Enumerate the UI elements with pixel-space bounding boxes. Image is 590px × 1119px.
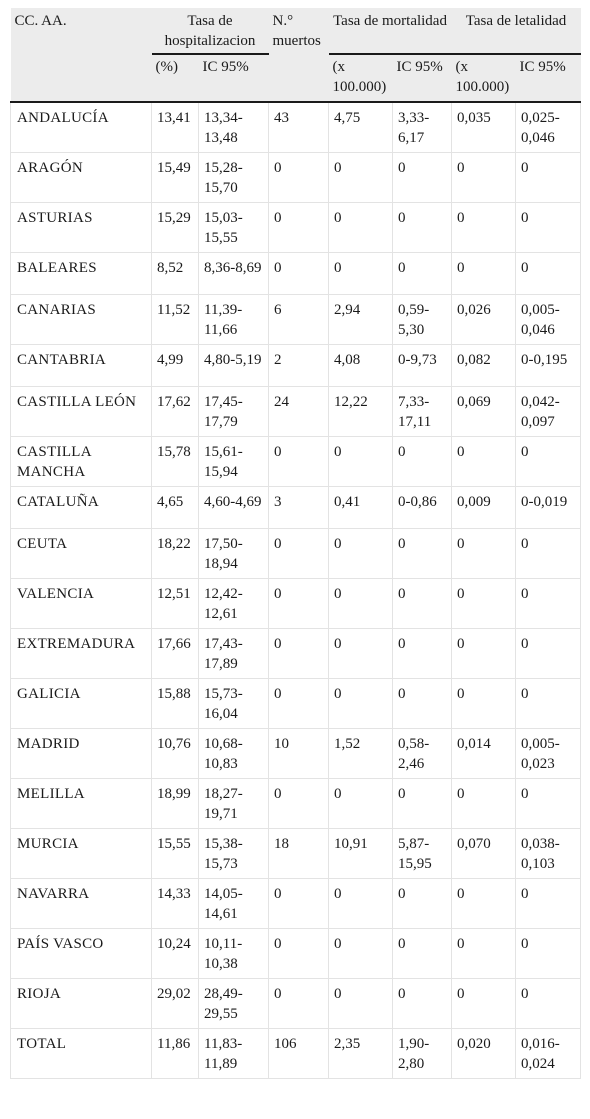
table-row [11,729,581,779]
header-hosp-ci: IC 95% [199,54,269,102]
deaths-cell: 0 [269,629,329,679]
mortality-ci-cell: 0,59-5,30 [393,295,452,345]
lethality-rate-cell: 0 [452,629,516,679]
mortality-ci-cell: 0 [393,679,452,729]
mortality-ci-cell: 0-9,73 [393,345,452,387]
mortality-ci-cell: 5,87-15,95 [393,829,452,879]
hospitalization-rate-cell: 4,99 [152,345,199,387]
mortality-rate-cell: 0,41 [329,487,393,529]
header-deaths: N.° muertos [269,8,329,102]
table-row [11,979,581,1029]
hospitalization-rate-cell: 10,24 [152,929,199,979]
lethality-rate-cell: 0,014 [452,729,516,779]
lethality-rate-cell: 0,026 [452,295,516,345]
hospitalization-ci-cell: 15,38-15,73 [199,829,269,879]
lethality-rate-cell: 0 [452,929,516,979]
lethality-ci-cell: 0,038-0,103 [516,829,581,879]
mortality-rate-cell: 10,91 [329,829,393,879]
region-cell: CEUTA [11,529,152,579]
hospitalization-ci-cell: 14,05-14,61 [199,879,269,929]
lethality-rate-cell: 0,009 [452,487,516,529]
region-cell: VALENCIA [11,579,152,629]
table-row [11,829,581,879]
mortality-ci-cell: 3,33-6,17 [393,102,452,153]
mortality-ci-cell: 0 [393,203,452,253]
hospitalization-rate-cell: 15,55 [152,829,199,879]
lethality-ci-cell: 0,025-0,046 [516,102,581,153]
region-cell: CATALUÑA [11,487,152,529]
hospitalization-ci-cell: 12,42-12,61 [199,579,269,629]
lethality-ci-cell: 0 [516,529,581,579]
header-row-1 [11,8,581,54]
mortality-ci-cell: 0 [393,579,452,629]
mortality-rate-cell: 0 [329,929,393,979]
mortality-rate-cell: 0 [329,879,393,929]
region-cell: MELILLA [11,779,152,829]
hospitalization-ci-cell: 18,27-19,71 [199,779,269,829]
lethality-rate-cell: 0 [452,879,516,929]
mortality-rate-cell: 0 [329,629,393,679]
table-row [11,437,581,487]
table-row [11,295,581,345]
region-cell: GALICIA [11,679,152,729]
mortality-rate-cell: 1,52 [329,729,393,779]
mortality-rate-cell: 0 [329,779,393,829]
mortality-rate-cell: 0 [329,529,393,579]
hospitalization-ci-cell: 8,36-8,69 [199,253,269,295]
hospitalization-rate-cell: 10,76 [152,729,199,779]
mortality-ci-cell: 0 [393,879,452,929]
deaths-cell: 106 [269,1029,329,1079]
region-cell: NAVARRA [11,879,152,929]
lethality-ci-cell: 0 [516,679,581,729]
hospitalization-rate-cell: 17,66 [152,629,199,679]
mortality-rate-cell: 2,94 [329,295,393,345]
mortality-rate-cell: 0 [329,679,393,729]
lethality-rate-cell: 0 [452,979,516,1029]
lethality-rate-cell: 0 [452,153,516,203]
hospitalization-rate-cell: 17,62 [152,387,199,437]
data-table [10,8,581,1079]
region-cell: CASTILLA MANCHA [11,437,152,487]
table-row [11,153,581,203]
mortality-ci-cell: 0 [393,979,452,1029]
hospitalization-ci-cell: 17,43-17,89 [199,629,269,679]
table-row [11,529,581,579]
table-row [11,253,581,295]
hospitalization-rate-cell: 11,52 [152,295,199,345]
lethality-ci-cell: 0 [516,979,581,1029]
deaths-cell: 10 [269,729,329,779]
mortality-rate-cell: 0 [329,203,393,253]
hospitalization-ci-cell: 13,34-13,48 [199,102,269,153]
hospitalization-rate-cell: 13,41 [152,102,199,153]
mortality-ci-cell: 0-0,86 [393,487,452,529]
table-row [11,102,581,153]
region-cell: TOTAL [11,1029,152,1079]
hospitalization-rate-cell: 11,86 [152,1029,199,1079]
deaths-cell: 0 [269,879,329,929]
mortality-rate-cell: 0 [329,579,393,629]
table-row [11,929,581,979]
region-cell: ASTURIAS [11,203,152,253]
hospitalization-ci-cell: 15,03-15,55 [199,203,269,253]
hospitalization-rate-cell: 15,49 [152,153,199,203]
deaths-cell: 0 [269,529,329,579]
mortality-rate-cell: 4,75 [329,102,393,153]
lethality-rate-cell: 0,070 [452,829,516,879]
table-row [11,629,581,679]
hospitalization-ci-cell: 15,73-16,04 [199,679,269,729]
hospitalization-rate-cell: 4,65 [152,487,199,529]
lethality-rate-cell: 0 [452,579,516,629]
hospitalization-ci-cell: 28,49-29,55 [199,979,269,1029]
lethality-ci-cell: 0,005-0,046 [516,295,581,345]
mortality-ci-cell: 0 [393,437,452,487]
hospitalization-ci-cell: 11,39-11,66 [199,295,269,345]
deaths-cell: 3 [269,487,329,529]
lethality-rate-cell: 0 [452,679,516,729]
table-row [11,879,581,929]
lethality-ci-cell: 0 [516,153,581,203]
hospitalization-rate-cell: 12,51 [152,579,199,629]
deaths-cell: 0 [269,679,329,729]
table-row [11,487,581,529]
deaths-cell: 0 [269,579,329,629]
lethality-rate-cell: 0,082 [452,345,516,387]
region-cell: BALEARES [11,253,152,295]
header-leth-ci: IC 95% [516,54,581,102]
region-cell: RIOJA [11,979,152,1029]
mortality-ci-cell: 0 [393,779,452,829]
lethality-ci-cell: 0,042-0,097 [516,387,581,437]
mortality-rate-cell: 4,08 [329,345,393,387]
header-region: CC. AA. [11,8,152,102]
hospitalization-rate-cell: 8,52 [152,253,199,295]
mortality-ci-cell: 0 [393,253,452,295]
deaths-cell: 0 [269,929,329,979]
mortality-ci-cell: 1,90-2,80 [393,1029,452,1079]
header-hosp-rate: (%) [152,54,199,102]
header-leth-rate: (x 100.000) [452,54,516,102]
region-cell: ARAGÓN [11,153,152,203]
lethality-ci-cell: 0-0,019 [516,487,581,529]
region-cell: EXTREMADURA [11,629,152,679]
deaths-cell: 0 [269,437,329,487]
lethality-rate-cell: 0 [452,203,516,253]
lethality-rate-cell: 0,020 [452,1029,516,1079]
table-row [11,579,581,629]
deaths-cell: 43 [269,102,329,153]
region-cell: CANARIAS [11,295,152,345]
table-row [11,203,581,253]
hospitalization-ci-cell: 17,45-17,79 [199,387,269,437]
deaths-cell: 0 [269,153,329,203]
hospitalization-ci-cell: 11,83-11,89 [199,1029,269,1079]
lethality-ci-cell: 0 [516,437,581,487]
hospitalization-ci-cell: 10,68-10,83 [199,729,269,779]
table-row [11,387,581,437]
lethality-ci-cell: 0 [516,779,581,829]
lethality-ci-cell: 0 [516,203,581,253]
header-lethality-group: Tasa de letalidad [452,8,581,54]
hospitalization-rate-cell: 14,33 [152,879,199,929]
hospitalization-rate-cell: 18,22 [152,529,199,579]
hospitalization-ci-cell: 4,60-4,69 [199,487,269,529]
header-mortality-group: Tasa de mortalidad [329,8,452,54]
hospitalization-rate-cell: 15,78 [152,437,199,487]
lethality-rate-cell: 0 [452,437,516,487]
lethality-ci-cell: 0,005-0,023 [516,729,581,779]
mortality-rate-cell: 0 [329,979,393,1029]
mortality-ci-cell: 0,58-2,46 [393,729,452,779]
region-cell: MADRID [11,729,152,779]
lethality-ci-cell: 0 [516,579,581,629]
deaths-cell: 6 [269,295,329,345]
region-cell: PAÍS VASCO [11,929,152,979]
hospitalization-rate-cell: 15,29 [152,203,199,253]
hospitalization-rate-cell: 29,02 [152,979,199,1029]
lethality-ci-cell: 0 [516,253,581,295]
table-body [11,102,581,1079]
deaths-cell: 0 [269,779,329,829]
hospitalization-ci-cell: 15,61-15,94 [199,437,269,487]
mortality-rate-cell: 0 [329,153,393,203]
lethality-ci-cell: 0 [516,629,581,679]
deaths-cell: 0 [269,203,329,253]
table-row [11,1029,581,1079]
mortality-ci-cell: 0 [393,529,452,579]
lethality-ci-cell: 0 [516,879,581,929]
lethality-ci-cell: 0,016-0,024 [516,1029,581,1079]
lethality-rate-cell: 0 [452,529,516,579]
table-row [11,779,581,829]
hospitalization-ci-cell: 15,28-15,70 [199,153,269,203]
table-row [11,679,581,729]
region-cell: MURCIA [11,829,152,879]
mortality-rate-cell: 12,22 [329,387,393,437]
mortality-rate-cell: 2,35 [329,1029,393,1079]
deaths-cell: 0 [269,979,329,1029]
lethality-ci-cell: 0-0,195 [516,345,581,387]
deaths-cell: 0 [269,253,329,295]
lethality-ci-cell: 0 [516,929,581,979]
lethality-rate-cell: 0,069 [452,387,516,437]
table-header [11,8,581,102]
hospitalization-ci-cell: 4,80-5,19 [199,345,269,387]
hospitalization-rate-cell: 15,88 [152,679,199,729]
mortality-rate-cell: 0 [329,437,393,487]
mortality-ci-cell: 0 [393,929,452,979]
header-hospitalization-group: Tasa de hospitalizacion [152,8,269,54]
header-mort-rate: (x 100.000) [329,54,393,102]
mortality-ci-cell: 0 [393,153,452,203]
region-cell: ANDALUCÍA [11,102,152,153]
region-cell: CASTILLA LEÓN [11,387,152,437]
lethality-rate-cell: 0 [452,779,516,829]
mortality-ci-cell: 7,33-17,11 [393,387,452,437]
mortality-ci-cell: 0 [393,629,452,679]
hospitalization-ci-cell: 10,11-10,38 [199,929,269,979]
region-cell: CANTABRIA [11,345,152,387]
mortality-rate-cell: 0 [329,253,393,295]
hospitalization-ci-cell: 17,50-18,94 [199,529,269,579]
deaths-cell: 18 [269,829,329,879]
lethality-rate-cell: 0 [452,253,516,295]
lethality-rate-cell: 0,035 [452,102,516,153]
deaths-cell: 2 [269,345,329,387]
table-row [11,345,581,387]
deaths-cell: 24 [269,387,329,437]
hospitalization-rate-cell: 18,99 [152,779,199,829]
header-mort-ci: IC 95% [393,54,452,102]
